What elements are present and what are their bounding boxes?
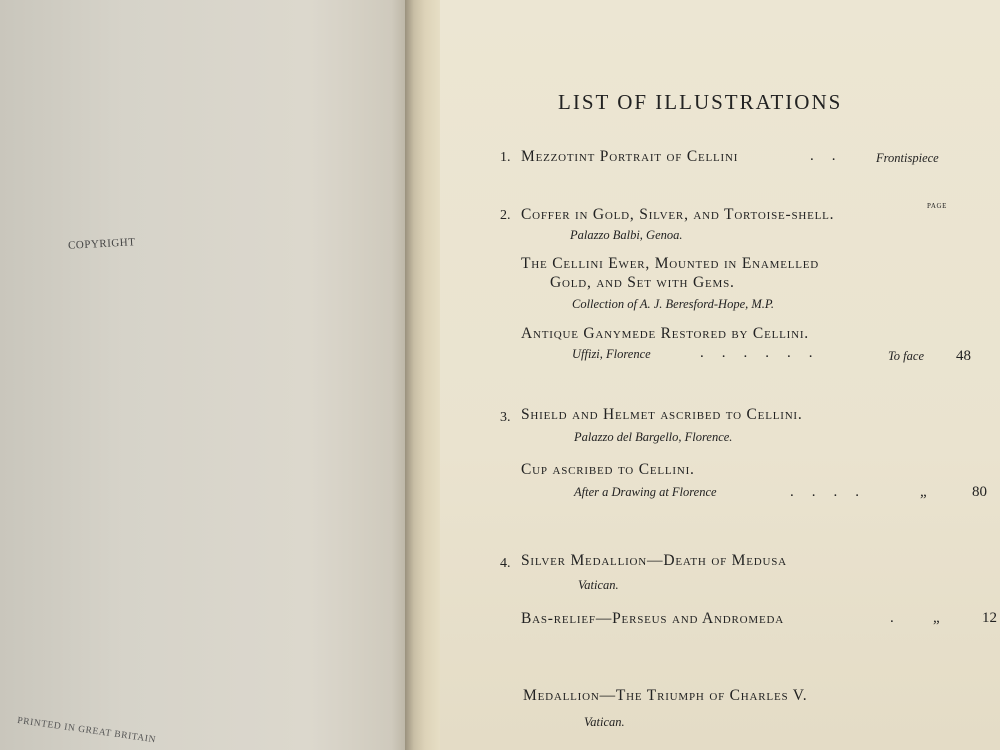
entry-reference: To face	[888, 349, 924, 363]
entry-page-number: 48	[956, 348, 971, 364]
copyright-label: COPYRIGHT	[67, 236, 136, 252]
entry-location: Vatican.	[578, 578, 619, 592]
entry-title: The Cellini Ewer, Mounted in Enamelled	[521, 255, 820, 272]
leader-dots: ......	[700, 345, 831, 361]
entry-title: Antique Ganymede Restored by Cellini.	[521, 325, 809, 342]
entry-location: After a Drawing at Florence	[574, 485, 717, 499]
entry-title-continued: Gold, and Set with Gems.	[550, 274, 735, 291]
entry-title: Shield and Helmet ascribed to Cellini.	[521, 406, 803, 423]
entry-number: 1.	[500, 150, 511, 165]
left-page	[0, 0, 412, 750]
page-title: LIST OF ILLUSTRATIONS	[558, 90, 843, 114]
ditto-mark: „	[933, 610, 940, 626]
ditto-mark: „	[920, 484, 927, 500]
entry-location: Palazzo del Bargello, Florence.	[574, 430, 733, 444]
entry-location: Vatican.	[584, 715, 625, 729]
book-gutter	[405, 0, 441, 750]
entry-number: 4.	[500, 556, 511, 571]
printed-in-label: PRINTED IN GREAT BRITAIN	[16, 716, 157, 746]
entry-title: Cup ascribed to Cellini.	[521, 461, 695, 478]
entry-page-number: 12	[982, 610, 997, 626]
leader-dots: .	[890, 610, 912, 626]
entry-title: Medallion—The Triumph of Charles V.	[523, 687, 808, 704]
entry-location: Palazzo Balbi, Genoa.	[570, 228, 683, 242]
entry-title: Mezzotint Portrait of Cellini	[521, 148, 739, 165]
leader-dots: ....	[790, 484, 877, 500]
entry-number: 2.	[500, 208, 511, 223]
entry-title: Coffer in Gold, Silver, and Tortoise-shell.	[521, 206, 835, 223]
entry-title: Silver Medallion—Death of Medusa	[521, 552, 787, 569]
entry-title: Bas-relief—Perseus and Andromeda	[521, 610, 784, 627]
entry-number: 3.	[500, 410, 511, 425]
entry-location: Collection of A. J. Beresford-Hope, M.P.	[572, 297, 775, 311]
entry-location: Uffizi, Florence	[572, 347, 651, 361]
page-column-header: PAGE	[927, 202, 948, 210]
leader-dots: ..	[810, 148, 854, 164]
entry-reference: Frontispiece	[876, 151, 939, 165]
entry-page-number: 80	[972, 484, 987, 500]
